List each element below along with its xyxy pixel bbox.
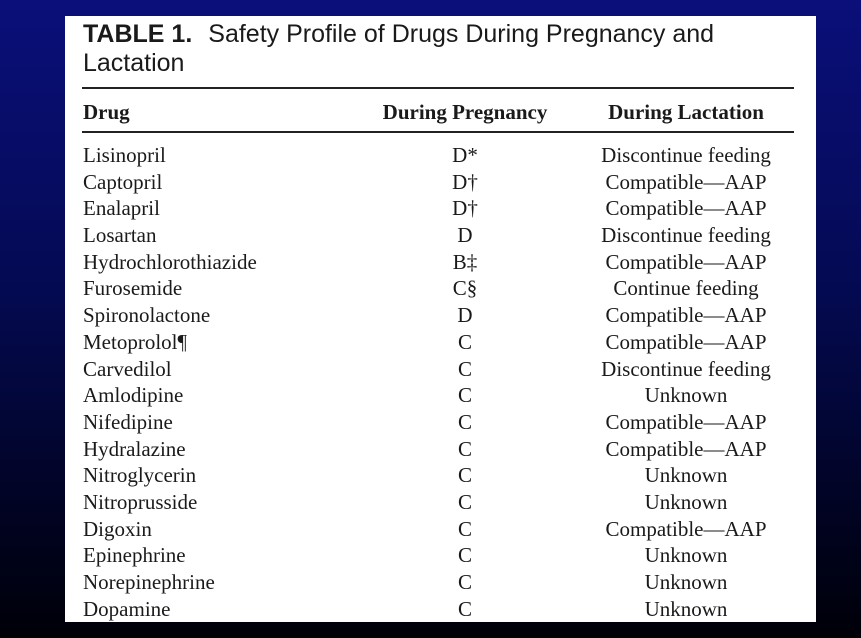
cell-lactation: Unknown (644, 596, 728, 621)
table-row (65, 222, 816, 249)
cell-pregnancy: D† (452, 196, 478, 221)
cell-drug: Hydrochlorothiazide (83, 249, 257, 274)
cell-lactation: Compatible—AAP (605, 329, 767, 354)
cell-pregnancy: C (457, 383, 473, 408)
cell-drug: Dopamine (83, 596, 171, 621)
cell-lactation: Unknown (644, 570, 728, 594)
cell-pregnancy: C§ (452, 276, 478, 301)
column-header-drug: Drug (83, 100, 130, 124)
table-title-text: Safety Profile of Drugs During Pregnancy and Lactation (83, 20, 715, 77)
cell-drug: Captopril (83, 169, 163, 194)
table-row (65, 302, 816, 329)
cell-drug: Spironolactone (83, 303, 211, 328)
table-row (65, 169, 816, 196)
table-row (65, 409, 816, 436)
cell-pregnancy: C (457, 436, 473, 461)
cell-drug: Hydralazine (83, 436, 186, 461)
cell-lactation: Discontinue feeding (601, 223, 771, 248)
cell-lactation: Compatible—AAP (605, 196, 767, 221)
cell-pregnancy: C (457, 329, 473, 354)
cell-pregnancy: D* (452, 143, 478, 167)
cell-pregnancy: C (457, 463, 473, 488)
cell-lactation: Discontinue feeding (601, 143, 771, 167)
cell-pregnancy: D† (452, 169, 478, 194)
cell-lactation: Compatible—AAP (605, 169, 767, 194)
cell-drug: Nifedipine (83, 409, 173, 434)
table-body (65, 142, 816, 622)
column-header-lactation: During Lactation (608, 100, 764, 124)
cell-drug: Furosemide (83, 276, 183, 301)
cell-pregnancy: C (457, 489, 473, 514)
cell-pregnancy: C (457, 409, 473, 434)
cell-pregnancy: C (457, 596, 473, 621)
cell-drug: Digoxin (83, 516, 152, 541)
cell-lactation: Unknown (644, 383, 728, 408)
table-row (65, 542, 816, 569)
table-row (65, 142, 816, 169)
cell-drug: Carvedilol (83, 356, 172, 381)
cell-drug: Nitroprusside (83, 489, 198, 514)
cell-drug: Norepinephrine (83, 570, 215, 594)
column-header-pregnancy: During Pregnancy (382, 100, 548, 124)
table-row (65, 382, 816, 409)
cell-drug: Amlodipine (83, 383, 184, 408)
table-row (65, 329, 816, 356)
table-row (65, 462, 816, 489)
cell-drug: Nitroglycerin (83, 463, 197, 488)
cell-lactation: Compatible—AAP (605, 516, 767, 541)
slide-panel (65, 16, 816, 622)
cell-pregnancy: C (457, 543, 473, 568)
cell-drug: Losartan (83, 223, 157, 248)
table-row (65, 195, 816, 222)
cell-drug: Enalapril (83, 196, 160, 221)
cell-pregnancy: C (457, 516, 473, 541)
table-row (65, 596, 816, 622)
cell-lactation: Unknown (644, 489, 728, 514)
table-row (65, 275, 816, 302)
table-top-rule (82, 87, 794, 89)
table-title (83, 20, 783, 78)
cell-lactation: Continue feeding (613, 276, 759, 301)
cell-drug: Epinephrine (83, 543, 186, 568)
cell-pregnancy: C (457, 570, 473, 594)
table-row (65, 489, 816, 516)
cell-lactation: Unknown (644, 543, 728, 568)
table-title-label: TABLE 1. (83, 20, 193, 48)
table-row (65, 516, 816, 543)
cell-drug: Metoprolol¶ (83, 329, 188, 354)
table-row (65, 569, 816, 596)
cell-lactation: Compatible—AAP (605, 249, 767, 274)
cell-lactation: Compatible—AAP (605, 303, 767, 328)
cell-drug: Lisinopril (83, 143, 166, 167)
table-row (65, 249, 816, 276)
cell-pregnancy: D (457, 303, 473, 328)
cell-lactation: Compatible—AAP (605, 436, 767, 461)
table-header-rule (82, 131, 794, 133)
cell-pregnancy: D (457, 223, 473, 248)
table-row (65, 356, 816, 383)
cell-lactation: Compatible—AAP (605, 409, 767, 434)
cell-pregnancy: C (457, 356, 473, 381)
cell-pregnancy: B‡ (452, 249, 478, 274)
cell-lactation: Discontinue feeding (601, 356, 771, 381)
cell-lactation: Unknown (644, 463, 728, 488)
table-row (65, 436, 816, 463)
